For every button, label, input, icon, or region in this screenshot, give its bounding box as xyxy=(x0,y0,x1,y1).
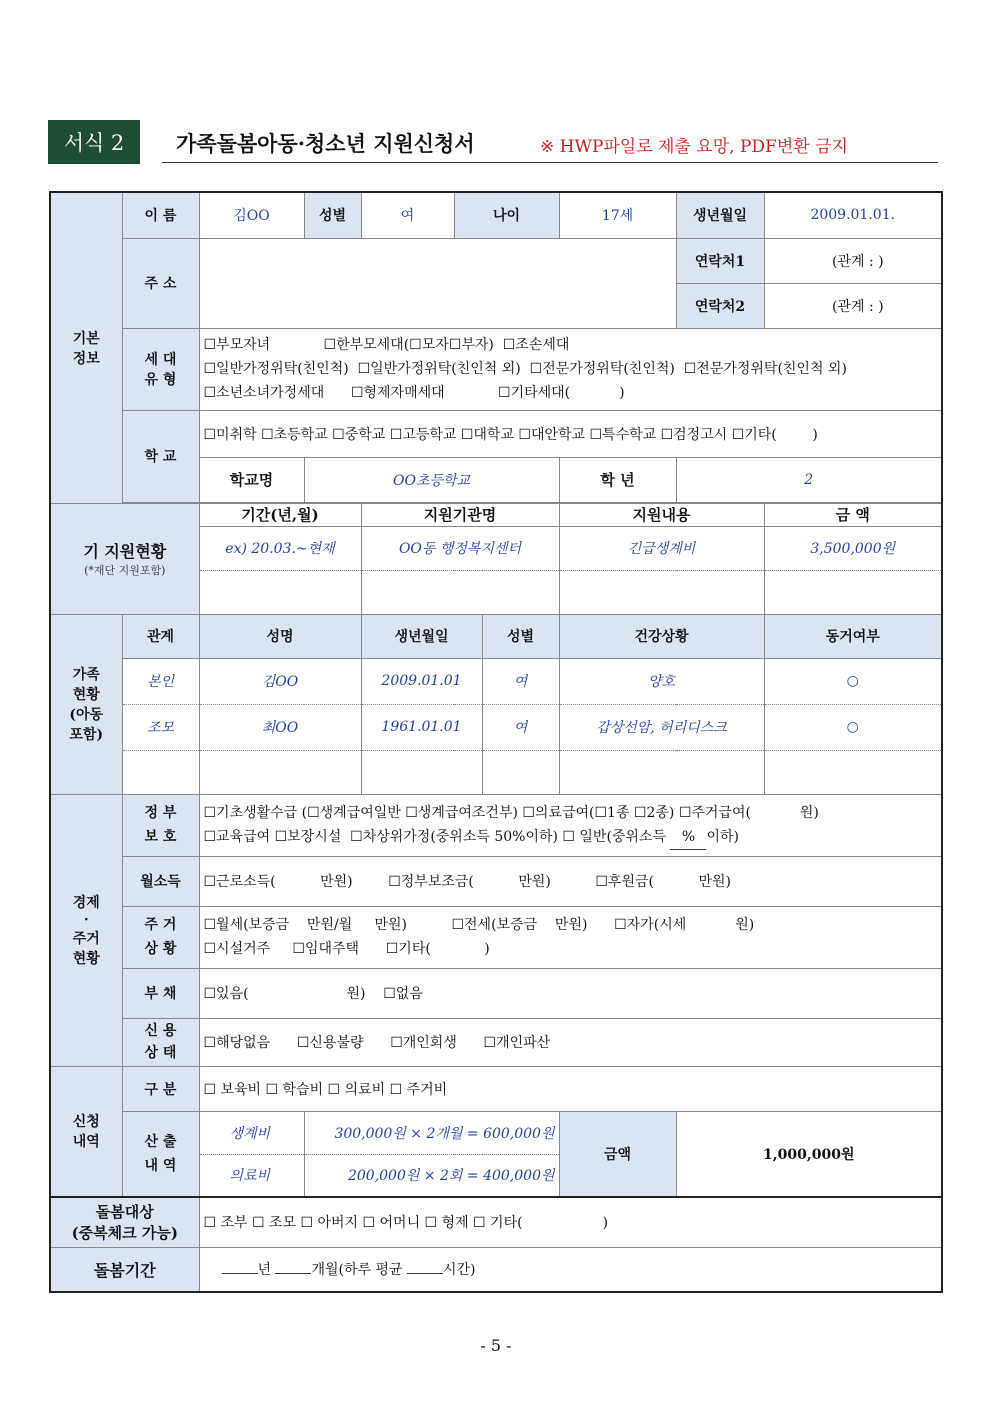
application-form-table xyxy=(49,191,943,1293)
care-target-options[interactable]: ☐ 조부 ☐ 조모 ☐ 아버지 ☐ 어머니 ☐ 형제 ☐ 기타( ) xyxy=(199,1197,942,1247)
family-health-3[interactable] xyxy=(559,750,764,794)
family-section-label: 가족 현황 (아동 포함) xyxy=(50,614,122,794)
support-agency-2[interactable] xyxy=(361,570,559,614)
school-options[interactable]: ☐미취학 ☐초등학교 ☐중학교 ☐고등학교 ☐대학교 ☐대안학교 ☐특수학교 ☐검정고시 ☐기타( ) xyxy=(199,410,942,457)
family-col-health: 건강상황 xyxy=(559,614,764,658)
household-line-2: ☐일반가정위탁(친인척) ☐일반가정위탁(친인척 외) ☐전문가정위탁(친인척) ☐전문가정위탁(친인척 외) xyxy=(203,361,847,377)
support-content-2[interactable] xyxy=(559,570,764,614)
care-period-label: 돌봄기간 xyxy=(50,1247,199,1292)
calc-formula-1[interactable]: 300,000원 × 2개월 = 600,000원 xyxy=(304,1111,559,1154)
gov-protection-options[interactable] xyxy=(199,794,942,856)
contact1-field[interactable] xyxy=(764,238,942,283)
age-field[interactable]: 17세 xyxy=(559,192,676,238)
family-col-gender: 성별 xyxy=(482,614,559,658)
family-col-birth: 생년월일 xyxy=(361,614,482,658)
contact2-label: 연락처2 xyxy=(676,283,764,328)
support-col-content: 지원내용 xyxy=(559,503,764,526)
care-target-note: (중복체크 가능) xyxy=(71,1224,178,1243)
care-period-field[interactable] xyxy=(199,1247,942,1292)
family-relation-2[interactable]: 조모 xyxy=(122,704,199,750)
family-cohabit-1[interactable]: ○ xyxy=(764,658,942,704)
household-line-1: ☐부모자녀 ☐한부모세대(☐모자☐부자) ☐조손세대 xyxy=(203,337,570,353)
grade-field[interactable]: 2 xyxy=(676,457,942,502)
submission-notice: ※ HWP파일로 제출 요망, PDF변환 금지 xyxy=(540,137,848,157)
title-underline xyxy=(162,162,938,163)
economy-section-label: 경제 · 주거 현황 xyxy=(50,794,122,1066)
calc-item-1[interactable]: 생계비 xyxy=(199,1111,304,1154)
basic-info-section-label: 기본 정보 xyxy=(50,192,122,503)
gov-line2-suffix: 이하) xyxy=(706,828,739,845)
housing-line-2: ☐시설거주 ☐임대주택 ☐기타( ) xyxy=(203,941,490,957)
support-history-note: (*재단 지원포함) xyxy=(84,564,166,577)
amount-field[interactable]: 1,000,000원 xyxy=(676,1111,942,1197)
care-hours-unit: 시간) xyxy=(443,1262,476,1279)
calc-item-2[interactable]: 의료비 xyxy=(199,1154,304,1197)
care-years-unit: 년 xyxy=(257,1262,272,1279)
support-history-title: 기 지원현황 xyxy=(83,542,167,561)
support-content-1[interactable]: 긴급생계비 xyxy=(559,526,764,570)
address-field[interactable] xyxy=(199,238,676,328)
form-title: 가족돌봄아동·청소년 지원신청서 xyxy=(176,131,475,156)
family-gender-1[interactable]: 여 xyxy=(482,658,559,704)
family-col-cohabit: 동거여부 xyxy=(764,614,942,658)
age-label: 나이 xyxy=(454,192,559,238)
name-field[interactable]: 김OO xyxy=(199,192,304,238)
median-income-percent[interactable]: % xyxy=(670,825,706,850)
housing-options[interactable] xyxy=(199,906,942,968)
grade-label: 학 년 xyxy=(559,457,676,502)
gov-line2-text: ☐교육급여 ☐보장시설 ☐차상위가정(중위소득 50%이하) ☐ 일반(중위소득 xyxy=(203,828,671,845)
family-relation-3[interactable] xyxy=(122,750,199,794)
gov-protection-line-1: ☐기초생활수급 (☐생계급여일반 ☐생계급여조건부) ☐의료급여(☐1종 ☐2종) ☐주거급여( 원) xyxy=(203,804,819,821)
gov-protection-label: 정 부 보 호 xyxy=(122,794,199,856)
housing-line-1: ☐월세(보증금 만원/월 만원) ☐전세(보증금 만원) ☐자가(시세 원) xyxy=(203,917,755,933)
gov-protection-line-2 xyxy=(204,825,938,850)
request-section-label: 신청 내역 xyxy=(50,1066,122,1197)
school-name-label: 학교명 xyxy=(199,457,304,502)
care-target-label xyxy=(50,1197,199,1247)
family-gender-2[interactable]: 여 xyxy=(482,704,559,750)
debt-label: 부 채 xyxy=(122,968,199,1018)
name-label: 이 름 xyxy=(122,192,199,238)
amount-label: 금액 xyxy=(559,1111,676,1197)
debt-options[interactable]: ☐있음( 원) ☐없음 xyxy=(199,968,942,1018)
contact1-relation: (관계 : ) xyxy=(832,253,884,270)
family-col-relation: 관계 xyxy=(122,614,199,658)
care-months-unit: 개월(하루 평균 xyxy=(311,1262,403,1279)
calc-formula-2[interactable]: 200,000원 × 2회 = 400,000원 xyxy=(304,1154,559,1197)
support-amount-1[interactable]: 3,500,000원 xyxy=(764,526,942,570)
household-line-3: ☐소년소녀가정세대 ☐형제자매세대 ☐기타세대( ) xyxy=(203,385,625,401)
family-name-3[interactable] xyxy=(199,750,361,794)
calc-label: 산 출 내 역 xyxy=(122,1111,199,1197)
gender-label: 성별 xyxy=(304,192,361,238)
credit-status-label: 신 용 상 태 xyxy=(122,1018,199,1066)
contact2-relation: (관계 : ) xyxy=(832,298,884,315)
contact1-label: 연락처1 xyxy=(676,238,764,283)
care-target-title: 돌봄대상 xyxy=(95,1203,154,1222)
support-amount-2[interactable] xyxy=(764,570,942,614)
monthly-income-label: 월소득 xyxy=(122,856,199,906)
family-health-1[interactable]: 양호 xyxy=(559,658,764,704)
family-cohabit-3[interactable] xyxy=(764,750,942,794)
family-name-2[interactable]: 최OO xyxy=(199,704,361,750)
credit-status-options[interactable]: ☐해당없음 ☐신용불량 ☐개인회생 ☐개인파산 xyxy=(199,1018,942,1066)
category-options[interactable]: ☐ 보육비 ☐ 학습비 ☐ 의료비 ☐ 주거비 xyxy=(199,1066,942,1111)
care-years-input[interactable] xyxy=(222,1273,258,1274)
household-type-label: 세 대 유 형 xyxy=(122,328,199,410)
school-label: 학 교 xyxy=(122,410,199,502)
family-relation-1[interactable]: 본인 xyxy=(122,658,199,704)
page-number: - 5 - xyxy=(480,1336,512,1355)
support-col-amount: 금 액 xyxy=(764,503,942,526)
family-cohabit-2[interactable]: ○ xyxy=(764,704,942,750)
family-birth-2[interactable]: 1961.01.01 xyxy=(361,704,482,750)
support-period-1[interactable]: ex) 20.03.~현재 xyxy=(199,526,361,570)
household-type-options[interactable] xyxy=(199,328,942,410)
school-name-field[interactable]: OO초등학교 xyxy=(304,457,559,502)
category-label: 구 분 xyxy=(122,1066,199,1111)
monthly-income-options[interactable]: ☐근로소득( 만원) ☐정부보조금( 만원) ☐후원금( 만원) xyxy=(199,856,942,906)
family-birth-3[interactable] xyxy=(361,750,482,794)
birth-label: 생년월일 xyxy=(676,192,764,238)
address-label: 주 소 xyxy=(122,238,199,328)
family-gender-3[interactable] xyxy=(482,750,559,794)
contact2-field[interactable] xyxy=(764,283,942,328)
family-health-2[interactable]: 갑상선암, 허리디스크 xyxy=(559,704,764,750)
gender-field[interactable]: 여 xyxy=(361,192,454,238)
family-name-1[interactable]: 김OO xyxy=(199,658,361,704)
support-period-2[interactable] xyxy=(199,570,361,614)
care-months-input[interactable] xyxy=(275,1273,311,1274)
support-col-agency: 지원기관명 xyxy=(361,503,559,526)
support-agency-1[interactable]: OO동 행정복지센터 xyxy=(361,526,559,570)
form-number-badge: 서식 2 xyxy=(48,120,140,164)
family-col-name: 성명 xyxy=(199,614,361,658)
support-col-period: 기간(년,월) xyxy=(199,503,361,526)
support-history-label xyxy=(50,503,199,614)
housing-label: 주 거 상 황 xyxy=(122,906,199,968)
care-hours-input[interactable] xyxy=(407,1273,443,1274)
family-birth-1[interactable]: 2009.01.01 xyxy=(361,658,482,704)
birth-field[interactable]: 2009.01.01. xyxy=(764,192,942,238)
